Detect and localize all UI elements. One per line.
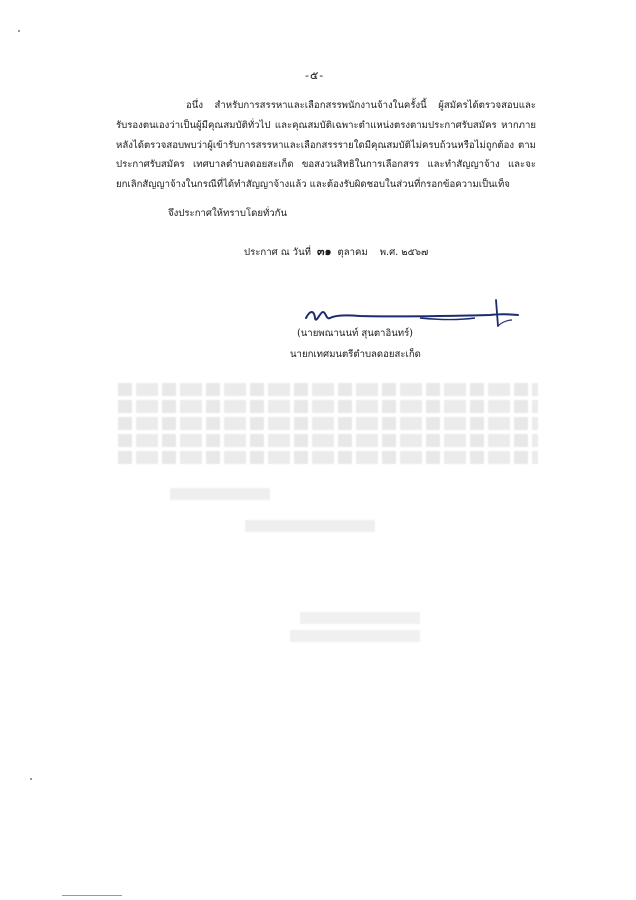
date-year: พ.ศ. ๒๕๖๗ [379, 247, 429, 258]
announcement-date [244, 242, 428, 260]
scan-edge-mark [62, 895, 122, 896]
bleed-through-mark [245, 520, 375, 532]
body-paragraph [116, 96, 536, 195]
date-month: ตุลาคม [337, 247, 368, 258]
body-paragraph-text: อนึ่ง สำหรับการสรรหาและเลือกสรรพนักงานจ้างในครั้งนี้ ผู้สมัครได้ตรวจสอบและรับรองตนเองว่าเป็นผู้มีคุณสมบัติทั่วไป และคุณสมบัติเฉพาะตำแหน่งตรงตามประกาศรับสมัคร หากภายหลังได้ตรวจสอบพบว่าผู้เข้ารับการสรรหาและเลือกสรรรายใดมีคุณสมบัติไม่ครบถ้วนหรือไม่ถูกต้อง ตามประกาศรับสมัคร เทศบาลตำบลดอยสะเก็ด ขอสงวนสิทธิในการเลือกสรร และทำสัญญาจ้าง และจะยกเลิกสัญญาจ้างในกรณีที่ได้ทำสัญญาจ้างแล้ว และต้องรับผิดชอบในส่วนที่กรอกข้อความเป็นเท็จ [116, 100, 536, 191]
bleed-through-mark [290, 630, 420, 642]
bleed-through-mark [300, 612, 420, 624]
date-prefix: ประกาศ ณ วันที่ [244, 247, 311, 258]
page-number: -๕- [305, 69, 325, 82]
bleed-through-mark [170, 488, 270, 500]
date-day: ๓๑ [316, 245, 332, 258]
closing-statement: จึงประกาศให้ทราบโดยทั่วกัน [168, 208, 288, 219]
signer-name: (นายพณานนท์ สุนตาอินทร์) [297, 328, 413, 339]
reverse-side-bleed-through [118, 383, 538, 468]
signer-title: นายกเทศมนตรีตำบลดอยสะเก็ด [290, 349, 421, 360]
